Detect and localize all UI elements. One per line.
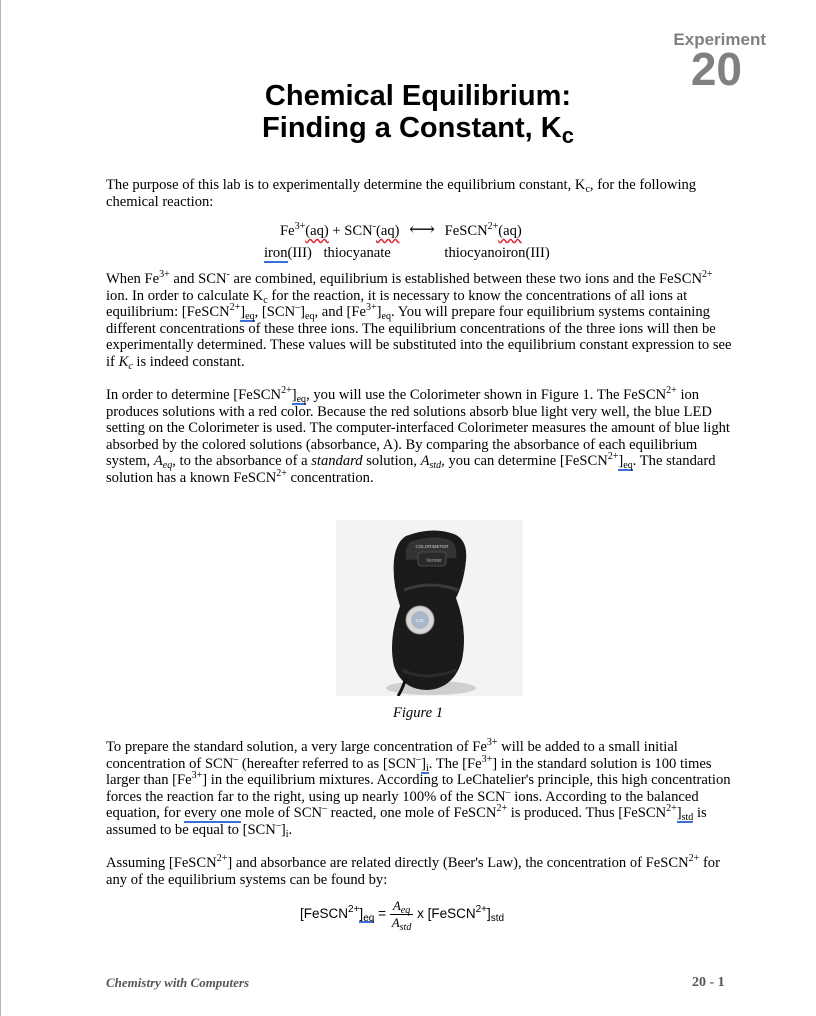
para1-c: are combined, equilibrium is established between these two ions and the FeSCN (229, 271, 703, 287)
figure-caption: Figure 1 (392, 705, 444, 721)
para3-f-sup: 3+ (191, 770, 203, 782)
para3-o: ] (280, 821, 286, 838)
para2-c: , you will use the Colorimeter shown in Figure 1. The FeSCN (306, 387, 667, 403)
para2-m: concentration. (286, 469, 374, 486)
para1-h: ] (300, 304, 306, 321)
para1-l-sub: c (128, 360, 133, 372)
para1-i-sup: 3+ (365, 302, 377, 314)
title-line-2: Finding a Constant, K (262, 112, 562, 144)
para3-a-sup: 3+ (486, 737, 498, 748)
device-label: COLORIMETER (415, 544, 449, 549)
para1-e-sup: 2+ (229, 302, 241, 314)
text-span (153, 453, 173, 472)
para2-a: In order to determine [FeSCN (106, 387, 282, 403)
para1-f-sub: eq (245, 311, 255, 323)
para2-k-sub: eq (623, 460, 633, 472)
colorimeter-figure (336, 520, 523, 696)
para3-b: will be added to a small initial concentration of SCN (106, 739, 678, 772)
para3-d-sub: i (426, 762, 429, 774)
para3-m-sub: std (681, 812, 694, 824)
para3-m: ] (676, 805, 682, 822)
para3-k: reacted, one mole of FeSCN (327, 805, 497, 822)
para3-l: is produced. Thus [FeSCN (507, 805, 667, 822)
experiment-label: Experiment (673, 30, 766, 49)
beers-law-equation (300, 898, 504, 931)
para2-b-sub: eq (296, 394, 307, 405)
equation-lhs: [FeSCN (300, 906, 349, 922)
para2-f: , to the absorbance of a (172, 453, 312, 470)
para1-g-sup: – (295, 302, 301, 314)
equation-den: A (391, 915, 400, 930)
paragraph-2 (106, 387, 736, 487)
equation-rhs-sub: std (490, 913, 505, 925)
colorimeter-image (336, 520, 523, 696)
para3-g: ] in the equilibrium mixtures. According to LeChatelier's principle, this high concentration forces the reaction far to the right, using up nearly 100% of the SCN (106, 772, 731, 805)
reaction-fe-charge: 3+ (294, 221, 306, 232)
label-iron-rest: (III) (287, 245, 312, 261)
para1-a: When Fe (106, 271, 160, 287)
para1-a-sup: 3+ (159, 269, 170, 280)
equation-equals: = (374, 906, 390, 922)
equation-lhs-sup: 2+ (348, 904, 360, 916)
text-span (677, 805, 694, 823)
page-subtitle (0, 112, 816, 148)
equilibrium-arrow-icon: ⟷ (409, 219, 435, 239)
para3-j: mole of SCN (241, 805, 323, 822)
para1-e: for the reaction, it is necessary to know the concentrations of all ions at equilibrium: [FeSCN (106, 287, 688, 321)
para4-a: Assuming [FeSCN (106, 855, 217, 871)
paragraph-4 (106, 855, 736, 888)
paragraph-1 (106, 271, 736, 371)
equation-times: x [FeSCN (417, 906, 476, 922)
para1-k: . You will prepare four equilibrium systems containing different concentrations of these three ions. The equilibrium concentrations of the three ions will then be experimentally determined. These values will be substituted into the equilibrium constant expression to see if (106, 304, 732, 370)
device-brand: Vernier (426, 558, 442, 564)
para3-e-sup: 3+ (481, 753, 493, 765)
para2-j: , you can determine [FeSCN (441, 453, 608, 470)
para2-e: A (153, 453, 163, 470)
para1-b: and SCN (169, 271, 227, 287)
para3-a: To prepare the standard solution, a very large concentration of Fe (106, 739, 487, 755)
para2-l: . The standard solution has a known FeSCN (106, 453, 716, 486)
intro-kc-sub: c (585, 184, 590, 195)
para3-c: (hereafter referred to as [SCN (238, 755, 417, 772)
para3-o-sub: i (285, 828, 289, 840)
para2-g: standard (311, 453, 363, 470)
reaction-aq-1: (aq) (305, 223, 329, 239)
label-product: thiocyanoiron(III) (444, 245, 550, 261)
para2-h: solution, (362, 453, 421, 470)
para1-i: , and [Fe (314, 304, 366, 321)
para4-b-sup: 2+ (688, 853, 700, 864)
reaction-scn: + SCN (328, 223, 373, 239)
footer-page-number: 20 - 1 (692, 975, 725, 990)
para2-b: ] (291, 387, 297, 403)
title-line-1: Chemical Equilibrium: (264, 80, 572, 112)
text-span (420, 453, 442, 472)
footer-book-title: Chemistry with Computers (106, 975, 250, 990)
para2-l-sup: 2+ (276, 467, 287, 479)
text-span (390, 898, 414, 915)
para2-d: ion produces solutions with a red color. Because the red solutions absorb blue light very well, the blue LED setting on the Colorimeter is used. The computer-interfaced Colorimeter measures the amount of blue light absorbed by the colored solutions (absorbance, A). By comparing the absorbance of each equilibrium system, (106, 387, 730, 470)
para3-j-sup: – (322, 803, 328, 815)
page-title (0, 80, 816, 112)
para1-d: ion. In order to calculate K (106, 287, 264, 304)
label-iron: iron (264, 245, 288, 261)
text-span (421, 756, 429, 774)
para3-l-sup: 2+ (666, 803, 677, 815)
experiment-number: 20 (690, 43, 742, 95)
para1-m: is indeed constant. (132, 353, 245, 370)
equation-lhs-sub: eq (363, 913, 375, 925)
para2-i: A (420, 453, 430, 470)
para1-c-sup: 2+ (702, 269, 713, 280)
para4-c: for any of the equilibrium systems can be found by: (106, 855, 720, 888)
para1-g: , [SCN (254, 304, 296, 321)
para1-f: ] (240, 304, 246, 321)
para2-e-sub: eq (162, 460, 173, 472)
text-span (240, 304, 254, 322)
cal-button: CAL (415, 618, 425, 623)
para3-f: ] in the standard solution is 100 times larger than [Fe (106, 755, 712, 789)
para3-n: is assumed to be equal to [SCN (106, 805, 707, 838)
para1-j: ] (376, 304, 382, 321)
reaction-aq-3: (aq) (498, 223, 522, 239)
reaction-product: FeSCN (444, 223, 488, 239)
para3-i: every one (184, 805, 242, 822)
para3-c-sup: – (416, 753, 422, 765)
para2-a-sup: 2+ (281, 385, 292, 396)
reaction-labels (264, 245, 550, 262)
para2-j-sup: 2+ (607, 451, 619, 463)
equation-rhs-close: ] (487, 906, 491, 922)
text-span (390, 915, 414, 931)
equation-num: A (392, 898, 401, 913)
reaction-scn-charge: - (372, 221, 376, 232)
para1-j-sub: eq (381, 311, 391, 323)
intro-text-b: , for the following chemical reaction: (106, 177, 697, 210)
para1-b-sup: - (226, 269, 230, 280)
equation-rhs-sup: 2+ (475, 904, 488, 916)
para3-e: . The [Fe (428, 755, 482, 772)
reaction-aq-2: (aq) (376, 223, 400, 239)
equation-lhs-close: ] (359, 906, 364, 922)
para2-i-sub: std (429, 460, 442, 472)
para3-p: . (288, 821, 293, 838)
para1-h-sub: eq (305, 311, 315, 323)
equation-den-sub: std (399, 922, 412, 933)
para2-k: ] (618, 453, 624, 470)
para1-d-sub: c (263, 294, 268, 306)
reaction-equation (280, 219, 522, 240)
para3-b-sup: – (233, 753, 239, 765)
text-span (618, 453, 632, 471)
para3-k-sup: 2+ (496, 803, 508, 815)
para2-c-sup: 2+ (666, 385, 677, 396)
intro-text-a: The purpose of this lab is to experimentally determine the equilibrium constant, K (106, 177, 586, 193)
reaction-product-charge: 2+ (487, 221, 499, 232)
title-line-2-sub: c (561, 123, 574, 148)
reaction-fe: Fe (280, 223, 295, 239)
page-left-border (0, 0, 1, 1016)
label-thiocyanate: thiocyanate (323, 245, 391, 261)
paragraph-3 (106, 739, 736, 839)
text-span (292, 387, 306, 405)
equation-num-sub: eq (400, 905, 411, 916)
absorbance-fraction (390, 898, 414, 931)
para3-d: ] (421, 755, 427, 772)
para1-l: K (118, 353, 129, 370)
para3-n-sup: – (275, 819, 281, 831)
intro-paragraph (106, 177, 736, 210)
para3-h: ions. According to the balanced equation, for (106, 788, 699, 822)
text-span (119, 354, 133, 370)
para4-a-sup: 2+ (216, 853, 228, 864)
para4-b: ] and absorbance are related directly (Beer's Law), the concentration of FeSCN (227, 855, 689, 871)
text-span (359, 906, 374, 923)
para3-g-sup: – (505, 786, 511, 798)
